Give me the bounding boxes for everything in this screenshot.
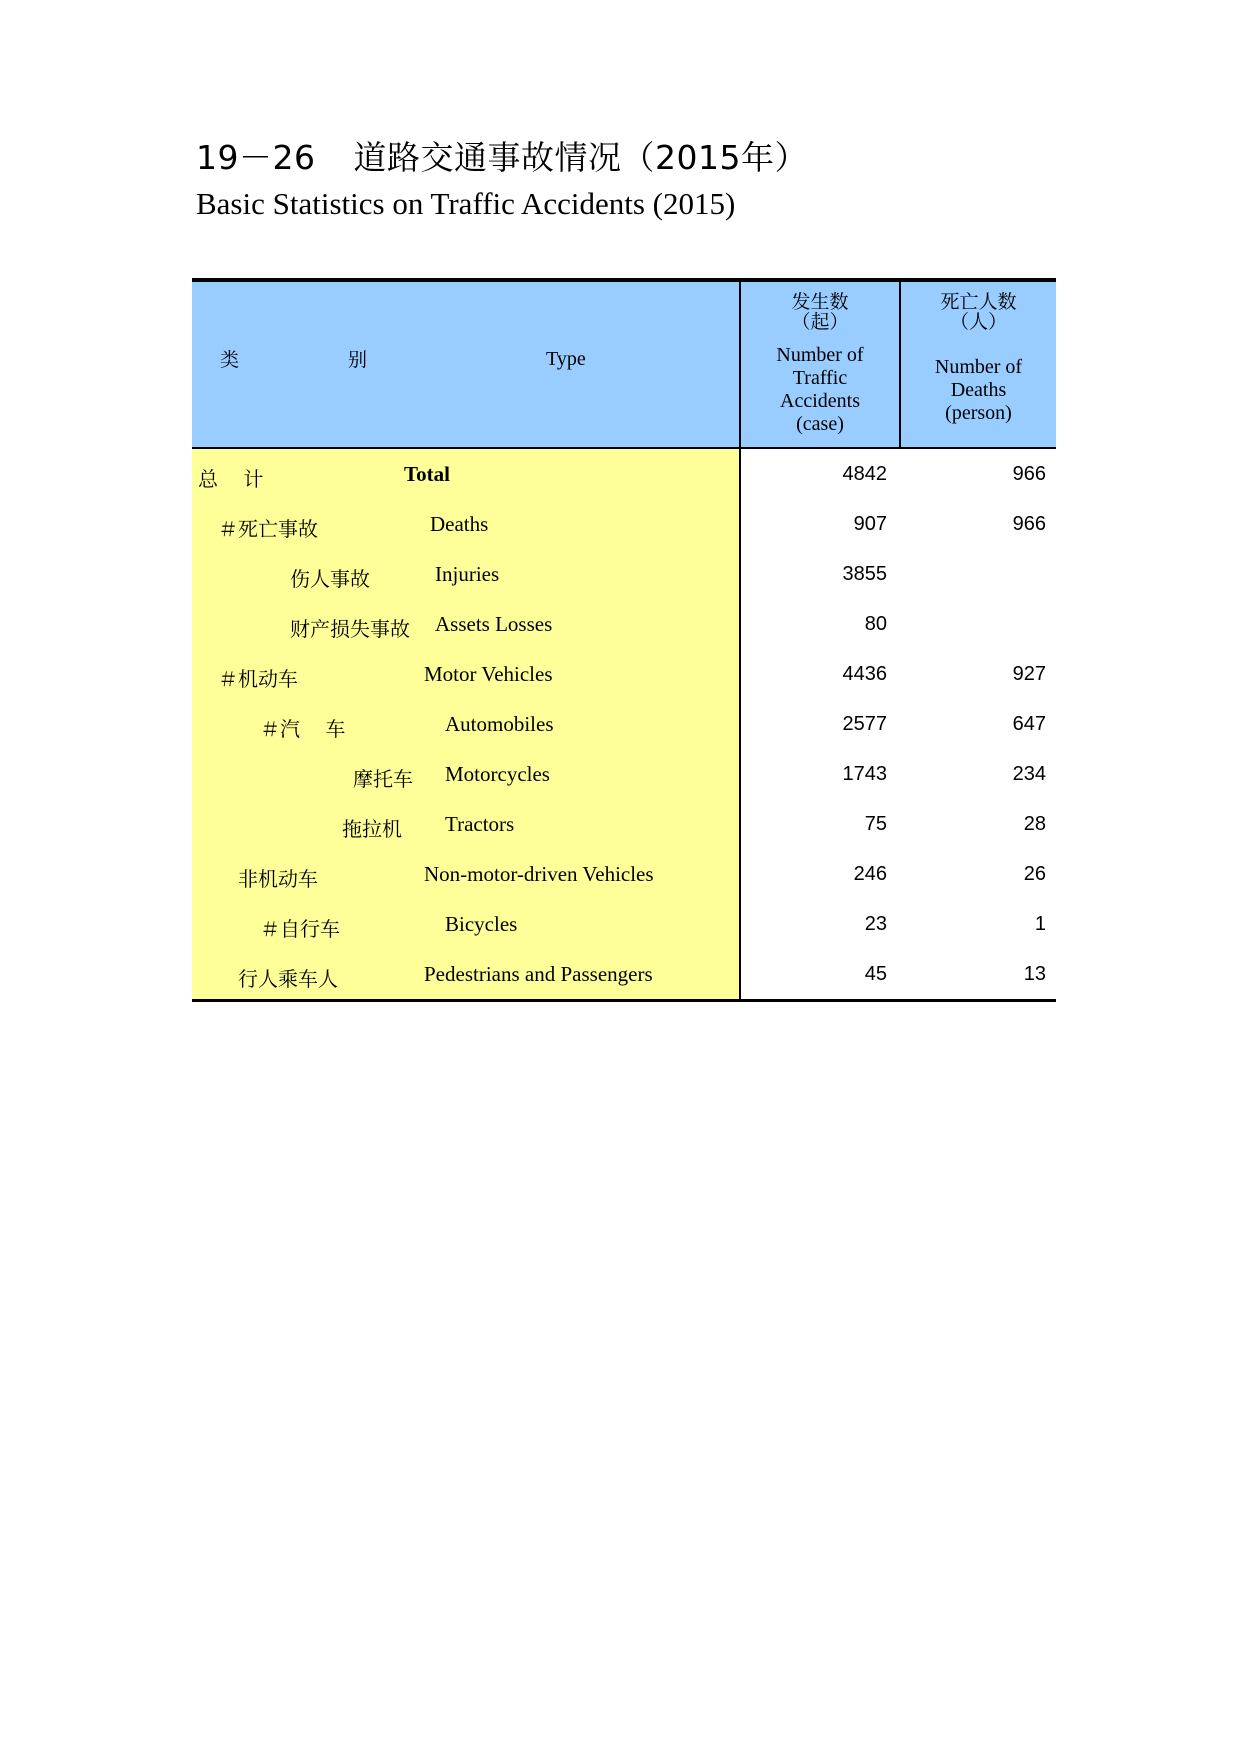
header-type-cn-2: 别 (348, 349, 368, 371)
table-row (192, 649, 1056, 699)
accidents-value: 4436 (842, 663, 887, 685)
deaths-value: 966 (1012, 513, 1046, 535)
row-label-en: Tractors (445, 812, 515, 836)
accidents-value: 4842 (842, 463, 887, 485)
table-row (192, 949, 1056, 999)
header-col2-en-1: Number of (934, 356, 1023, 378)
row-label-cn: ＃汽 车 (260, 717, 346, 741)
row-label-cn: 非机动车 (238, 867, 318, 891)
header-col2-en-2: Deaths (950, 379, 1007, 401)
table-row (192, 899, 1056, 949)
row-label-en: Non-motor-driven Vehicles (424, 862, 654, 886)
row-label-en: Automobiles (445, 712, 554, 736)
table-row (192, 699, 1056, 749)
table-bottom-rule (192, 999, 1056, 1002)
header-col2-cn-2: （人） (949, 311, 1007, 333)
header-type-cn-1: 类 (220, 349, 240, 371)
deaths-value: 966 (1012, 463, 1046, 485)
row-label-en: Assets Losses (435, 612, 553, 636)
deaths-value: 647 (1012, 713, 1046, 735)
table-row (192, 599, 1056, 649)
row-label-cn: 行人乘车人 (238, 967, 338, 991)
header-col1-en-3: Accidents (780, 390, 860, 412)
row-label-en: Bicycles (445, 912, 518, 936)
accidents-value: 1743 (842, 763, 887, 785)
table-number: 19－26 (196, 138, 316, 177)
row-label-cn: 拖拉机 (342, 817, 402, 841)
row-label-en: Injuries (435, 562, 500, 586)
table-header (192, 282, 1056, 447)
header-col1-en-4: (case) (796, 413, 844, 435)
accidents-value: 80 (864, 613, 887, 635)
page-title-cn (196, 132, 808, 179)
table-row (192, 499, 1056, 549)
table-row (192, 799, 1056, 849)
page-title-en: Basic Statistics on Traffic Accidents (2015) (196, 186, 736, 221)
statistics-table (192, 278, 1056, 1002)
accidents-value: 23 (864, 913, 887, 935)
row-label-en: Motorcycles (445, 762, 550, 786)
accidents-value: 75 (864, 813, 887, 835)
accidents-value: 2577 (842, 713, 887, 735)
row-label-cn: ＃自行车 (260, 917, 340, 941)
row-label-cn: ＃死亡事故 (218, 517, 318, 541)
row-label-en: Deaths (430, 512, 489, 536)
deaths-value: 234 (1012, 763, 1046, 785)
title-cn-text: 道路交通事故情况（2015年） (353, 138, 808, 177)
accidents-value: 3855 (842, 563, 887, 585)
deaths-value: 13 (1023, 963, 1046, 985)
table-row (192, 749, 1056, 799)
header-col1-en-1: Number of (776, 344, 864, 366)
header-col1-cn-1: 发生数 (791, 291, 849, 313)
table-row-total (192, 449, 1056, 499)
header-type-en: Type (546, 348, 586, 370)
row-label-cn: 财产损失事故 (290, 617, 410, 641)
row-label-cn: 伤人事故 (290, 567, 370, 591)
accidents-value: 45 (864, 963, 887, 985)
accidents-value: 907 (853, 513, 887, 535)
header-col1-en-2: Traffic (792, 367, 848, 389)
row-label-cn: ＃机动车 (218, 667, 298, 691)
row-label-cn: 总 计 (198, 467, 264, 491)
row-label-en: Motor Vehicles (424, 662, 553, 686)
row-label-en: Pedestrians and Passengers (424, 962, 653, 986)
header-col1-cn-2: （起） (791, 311, 849, 333)
row-label-en: Total (404, 462, 450, 486)
table-row (192, 549, 1056, 599)
column-divider-2 (899, 282, 901, 447)
deaths-value: 28 (1023, 813, 1046, 835)
deaths-value: 26 (1023, 863, 1046, 885)
accidents-value: 246 (853, 863, 887, 885)
deaths-value: 927 (1012, 663, 1046, 685)
header-col2-cn-1: 死亡人数 (940, 291, 1017, 313)
header-col2-en-3: (person) (945, 402, 1012, 424)
row-label-cn: 摩托车 (353, 767, 413, 791)
table-row (192, 849, 1056, 899)
deaths-value: 1 (1034, 913, 1046, 935)
